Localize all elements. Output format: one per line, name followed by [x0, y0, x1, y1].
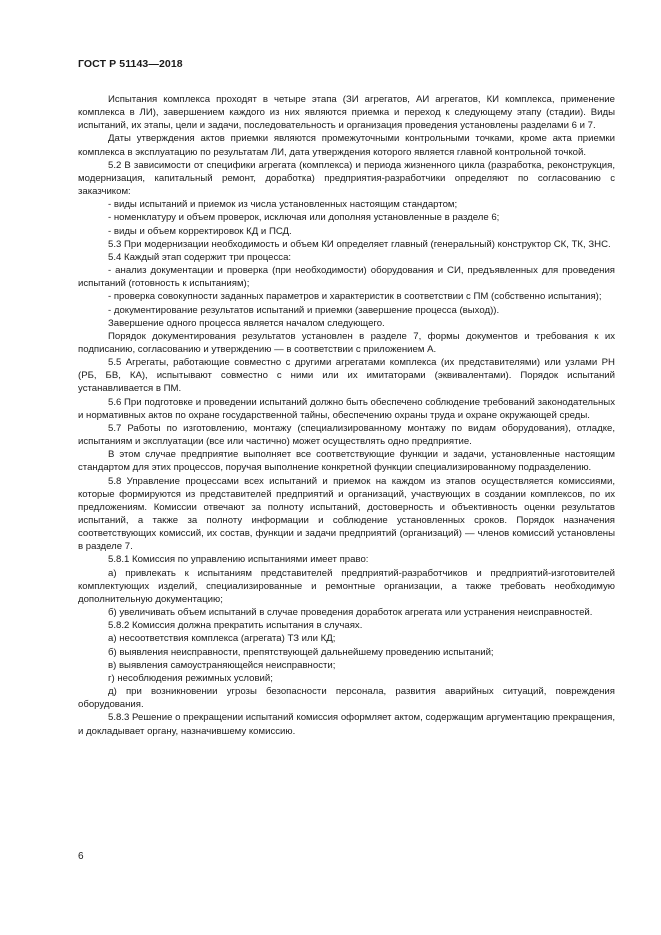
list-item: б) увеличивать объем испытаний в случае проведения доработок агрегата или устранения неисправностей.	[108, 607, 593, 619]
paragraph: 5.4 Каждый этап содержит три процесса:	[108, 251, 292, 263]
list-item: - документирование результатов испытаний и приемки (завершение процесса (выход)).	[108, 304, 500, 316]
paragraph: 5.3 При модернизации необходимость и объем КИ определяет главный (генеральный) конструктор СК, ТК, ЗНС.	[108, 238, 611, 250]
paragraph: 5.2 В зависимости от специфики агрегата (комплекса) и периода жизненного цикла (разработка, реконструкция, модернизация, капитальный ремонт, доработка) предприятия-разработчики определяют по согласованию с заказчиком:	[78, 159, 615, 198]
document-body	[78, 93, 615, 738]
paragraph: 5.8.2 Комиссия должна прекратить испытания в случаях.	[108, 620, 363, 632]
paragraph: Испытания комплекса проходят в четыре этапа (ЗИ агрегатов, АИ агрегатов, КИ комплекса, применение комплекса в ЛИ), завершением каждого из них являются приемка и переход к следующему этапу (стадии). Виды испытаний, их этапы, цели и задачи, последовательность и организация проведения установлены разделами 6 и 7.	[78, 94, 615, 132]
list-item: в) выявления самоустраняющейся неисправности;	[108, 659, 336, 671]
paragraph: 5.8.1 Комиссия по управлению испытаниями имеет право:	[108, 554, 369, 566]
list-item: - анализ документации и проверка (при необходимости) оборудования и СИ, предъявленных для проведения испытаний (готовность к испытаниям);	[78, 265, 615, 290]
list-item: г) несоблюдения режимных условий;	[108, 672, 273, 684]
list-item: - виды и объем корректировок КД и ПСД.	[108, 225, 292, 237]
paragraph: 5.7 Работы по изготовлению, монтажу (специализированному монтажу по видам оборудования), отладке, испытаниям и эксплуатации (все или частично) может осуществлять одно предприятие.	[78, 422, 615, 448]
page-number: 6	[78, 851, 84, 862]
list-item: - проверка совокупности заданных параметров и характеристик в соответствии с ПМ (собственно испытания);	[108, 291, 602, 303]
document-number-header: ГОСТ Р 51143—2018	[78, 58, 183, 70]
paragraph: В этом случае предприятие выполняет все соответствующие функции и задачи, установленные настоящим стандартом для этих процессов, поручая выполнение конкретной функции специализированному подразделению.	[78, 449, 615, 474]
paragraph: 5.8.3 Решение о прекращении испытаний комиссия оформляет актом, содержащим аргументацию прекращения, и докладывает органу, назначившему комиссию.	[78, 712, 615, 737]
list-item: а) привлекать к испытаниям представителей предприятий-разработчиков и предприятий-изготовителей комплектующих изделий, специализированные и ремонтные организации, а также требовать необходимую дополнительную документацию;	[78, 567, 615, 605]
list-item: - номенклатуру и объем проверок, исключая или дополняя установленные в разделе 6;	[108, 212, 500, 224]
paragraph: 5.6 При подготовке и проведении испытаний должно быть обеспечено соблюдение требований законодательных и нормативных актов по охране государственной тайны, обеспечению охраны труда и охране окружающей среды.	[78, 396, 615, 421]
list-item: д) при возникновении угрозы безопасности персонала, развития аварийных ситуаций, повреждения оборудования.	[78, 686, 615, 711]
paragraph: Завершение одного процесса является началом следующего.	[108, 317, 385, 329]
paragraph: 5.8 Управление процессами всех испытаний и приемок на каждом из этапов осуществляется комиссиями, которые формируются из представителей предприятий и организаций, участвующих в создании комплексов, по их предложениям. Комиссии отвечают за полноту испытаний, достоверность и объективность оценки результатов испытаний, а также за полноту информации и соблюдение установленных сроков. Порядок назначения соответствующих комиссий, их состав, функции и задачи предприятий (организаций) — членов комиссий установлены в разделе 7.	[78, 475, 615, 553]
list-item: - виды испытаний и приемок из числа установленных настоящим стандартом;	[108, 199, 458, 211]
list-item: а) несоответствия комплекса (агрегата) ТЗ или КД;	[108, 633, 336, 645]
paragraph: 5.5 Агрегаты, работающие совместно с другими агрегатами комплекса (их представителями) или узлами РН (РБ, БВ, КА), испытывают совместно с ними или их имитаторами (эквивалентами). Порядок испытаний устанавливается в ПМ.	[78, 357, 615, 395]
list-item: б) выявления неисправности, препятствующей дальнейшему проведению испытаний;	[108, 646, 494, 658]
paragraph: Порядок документирования результатов установлен в разделе 7, формы документов и требования к их подписанию, согласованию и утверждению — в соответствии с приложением А.	[78, 330, 615, 355]
paragraph: Даты утверждения актов приемки являются промежуточными контрольными точками, кроме акта приемки комплекса в эксплуатацию по результатам ЛИ, дата утверждения которого является главной контрольной точкой.	[78, 133, 615, 158]
